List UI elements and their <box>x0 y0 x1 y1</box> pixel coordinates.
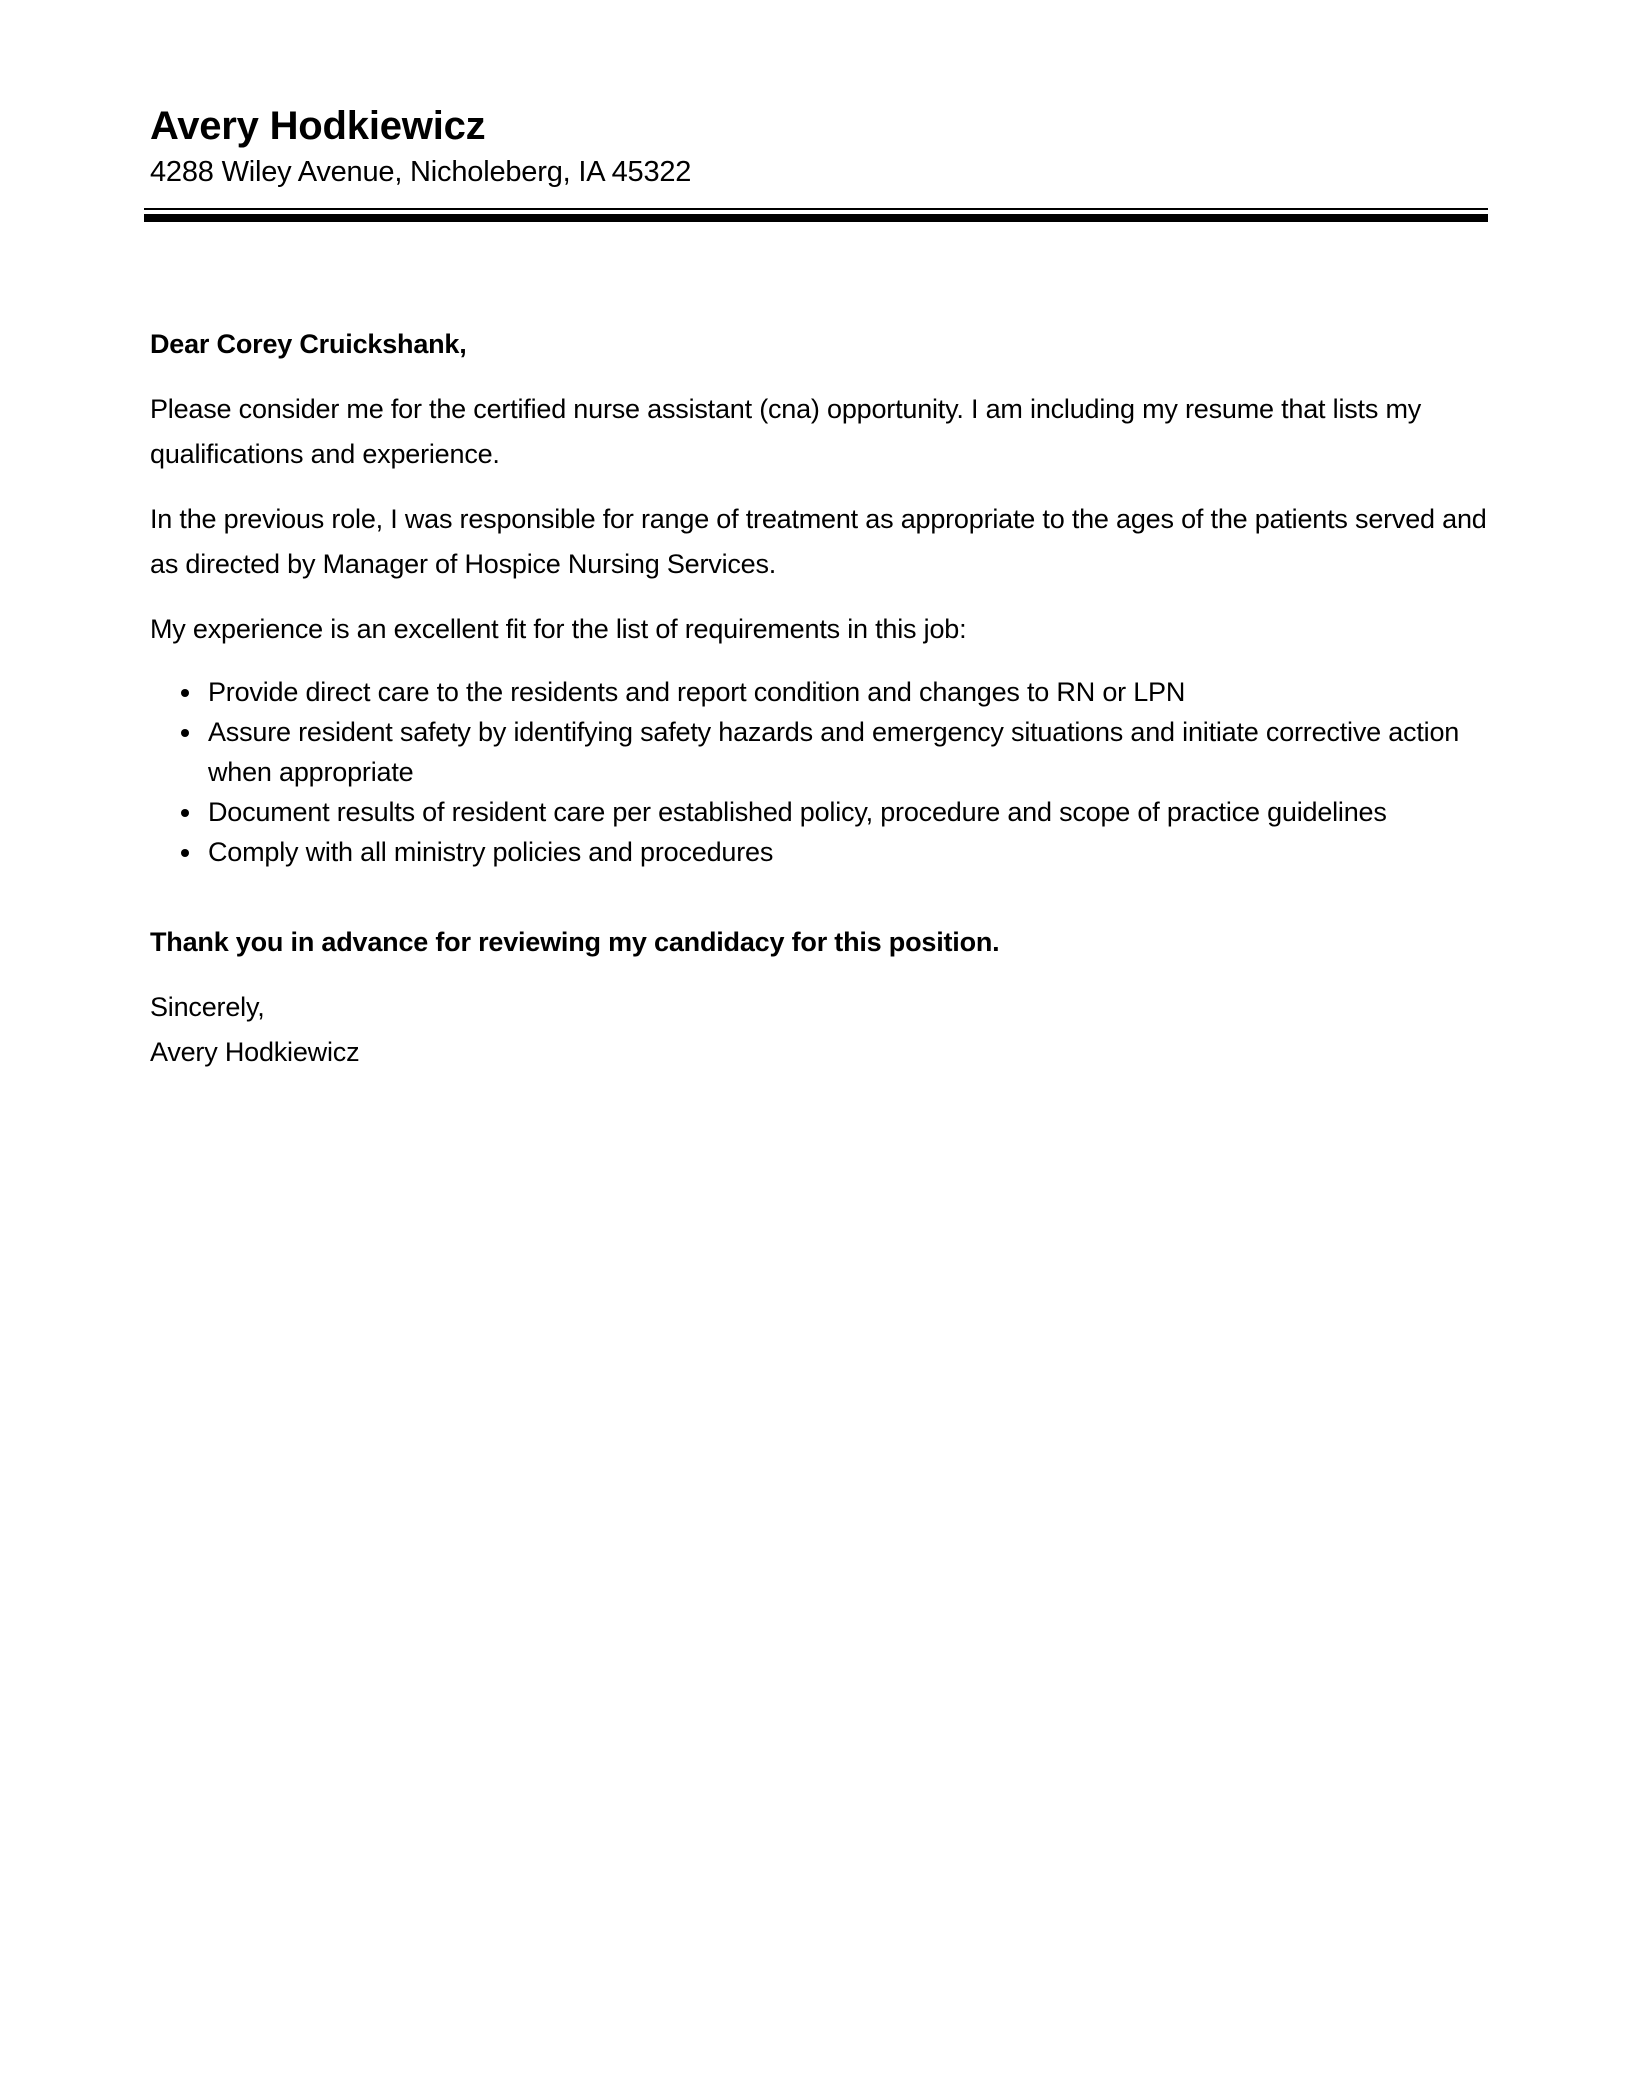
requirement-item: • Document results of resident care per established policy, procedure and scope of practice guidelines <box>204 792 1488 832</box>
requirement-item: • Assure resident safety by identifying safety hazards and emergency situations and initiate corrective action when appropriate <box>204 712 1488 792</box>
sender-name: Avery Hodkiewicz <box>150 104 486 148</box>
header-divider <box>144 208 1488 222</box>
letter-header <box>144 102 1488 222</box>
signoff-block <box>150 985 1488 1075</box>
closing-statement: Thank you in advance for reviewing my candidacy for this position. <box>150 927 1000 957</box>
paragraph-consideration: Please consider me for the certified nurse assistant (cna) opportunity. I am including my resume that lists my qualifications and experience. <box>150 394 1422 469</box>
requirement-item: • Comply with all ministry policies and procedures <box>204 832 1488 872</box>
sender-address: 4288 Wiley Avenue, Nicholeberg, IA 45322 <box>150 156 692 188</box>
signoff: Sincerely, <box>150 992 265 1022</box>
requirement-item: • Provide direct care to the residents and report condition and changes to RN or LPN <box>204 672 1488 712</box>
header-divider-thick-line <box>144 214 1488 222</box>
signature-name: Avery Hodkiewicz <box>150 1037 360 1067</box>
paragraph-previous-role: In the previous role, I was responsible for range of treatment as appropriate to the ages of the patients served and as directed by Manager of Hospice Nursing Services. <box>150 504 1487 579</box>
paragraph-requirements-intro: My experience is an excellent fit for the list of requirements in this job: <box>150 614 967 644</box>
requirements-list <box>150 672 1488 872</box>
salutation: Dear Corey Cruickshank, <box>150 329 467 359</box>
letter-body <box>144 222 1488 1075</box>
